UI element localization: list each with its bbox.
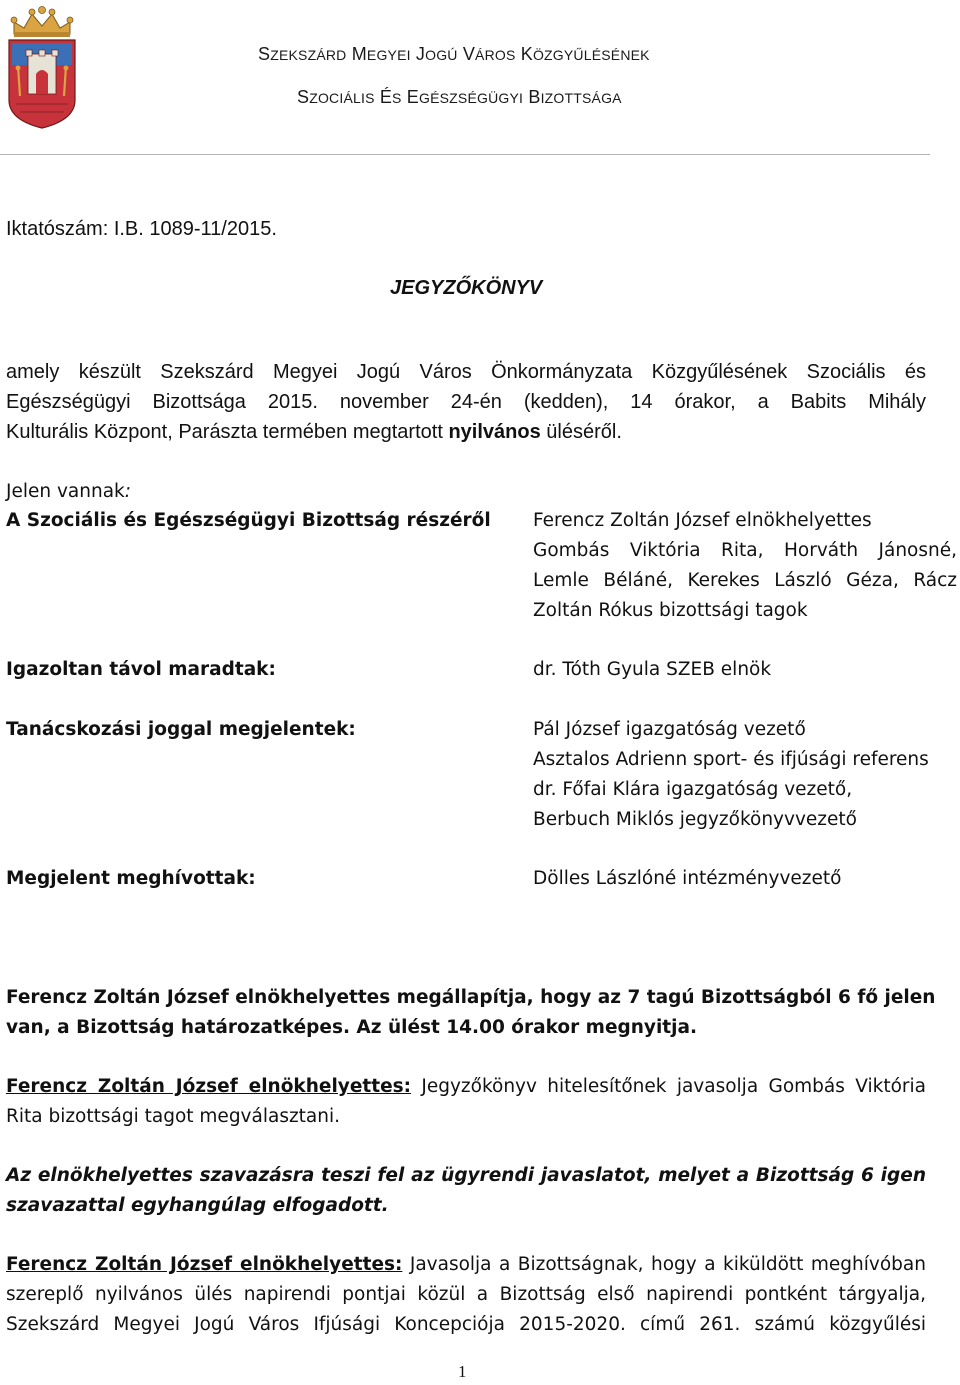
advisory-line: dr. Főfai Klára igazgatóság vezető, bbox=[533, 779, 853, 800]
proposal-paragraph bbox=[6, 1072, 926, 1132]
proposal-line: szereplő nyilvános ülés napirendi pontjai közül a Bizottság első napirendi pontként tárgyalja, bbox=[6, 1284, 926, 1305]
advisory-line: Pál József igazgatóság vezető bbox=[533, 719, 806, 740]
attendance-heading bbox=[6, 477, 131, 507]
proposal-line: Szekszárd Megyei Jogú Város Ifjúsági Koncepciója 2015-2020. című 261. számú közgyűlési bbox=[6, 1314, 926, 1335]
session-type: nyilvános bbox=[448, 421, 541, 443]
quorum-line: van, a Bizottság határozatképes. Az ülést 14.00 órakor megnyitja. bbox=[6, 1017, 697, 1038]
speaker-name: Ferencz Zoltán József elnökhelyettes: bbox=[6, 1076, 412, 1097]
council-name: SZEKSZÁRD MEGYEI JOGÚ VÁROS KÖZGYŰLÉSÉNEK bbox=[258, 44, 650, 64]
proposal-line bbox=[6, 1072, 926, 1102]
intro-line: amely készült Szekszárd Megyei Jogú Város Önkormányzata Közgyűlésének Szociális és bbox=[6, 361, 926, 383]
agenda-proposal-paragraph bbox=[6, 1250, 926, 1340]
city-coat-of-arms-icon bbox=[6, 4, 78, 130]
invited-label: Megjelent meghívottak: bbox=[6, 868, 256, 889]
absent-value: dr. Tóth Gyula SZEB elnök bbox=[533, 659, 772, 680]
quorum-line: Ferencz Zoltán József elnökhelyettes megállapítja, hogy az 7 tagú Bizottságból 6 fő jelen bbox=[6, 987, 936, 1008]
intro-text: üléséről. bbox=[540, 421, 622, 443]
header-divider bbox=[0, 154, 930, 155]
intro-paragraph bbox=[6, 357, 926, 447]
member-line: Lemle Béláné, Kerekes László Géza, Rácz bbox=[533, 570, 957, 591]
advisory-line: Berbuch Miklós jegyzőkönyvvezető bbox=[533, 809, 857, 830]
intro-line bbox=[6, 417, 926, 447]
invited-value: Dölles Lászlóné intézményvezető bbox=[533, 868, 842, 889]
page-number: 1 bbox=[458, 1362, 467, 1381]
member-line: Zoltán Rókus bizottsági tagok bbox=[533, 600, 808, 621]
proposal-text: Jegyzőkönyv hitelesítőnek javasolja Gombás Viktória bbox=[411, 1076, 926, 1097]
document-title: JEGYZŐKÖNYV bbox=[390, 277, 543, 299]
proposal-text: Javasolja a Bizottságnak, hogy a kiküldött meghívóban bbox=[402, 1254, 926, 1275]
advisory-label: Tanácskozási joggal megjelentek: bbox=[6, 719, 356, 740]
vote-result-paragraph bbox=[6, 1161, 926, 1221]
speaker-name: Ferencz Zoltán József elnökhelyettes: bbox=[6, 1254, 403, 1275]
registry-number: Iktatószám: I.B. 1089-11/2015. bbox=[6, 218, 277, 240]
intro-line: Egészségügyi Bizottsága 2015. november 24-én (kedden), 14 órakor, a Babits Mihály bbox=[6, 391, 926, 413]
advisory-members bbox=[533, 715, 929, 835]
committee-name: SZOCIÁLIS ÉS EGÉSZSÉGÜGYI BIZOTTSÁGA bbox=[297, 87, 622, 107]
committee-label: A Szociális és Egészségügyi Bizottság részéről bbox=[6, 510, 491, 531]
member-line: Ferencz Zoltán József elnökhelyettes bbox=[533, 510, 872, 531]
member-line: Gombás Viktória Rita, Horváth Jánosné, bbox=[533, 540, 957, 561]
proposal-line: Rita bizottsági tagot megválasztani. bbox=[6, 1106, 341, 1127]
attendance-heading-colon: : bbox=[124, 481, 131, 502]
attendance-heading-text: Jelen vannak bbox=[6, 481, 125, 502]
crown-icon bbox=[11, 7, 73, 38]
advisory-line: Asztalos Adrienn sport- és ifjúsági referens bbox=[533, 749, 929, 770]
vote-line: szavazattal egyhangúlag elfogadott. bbox=[6, 1195, 389, 1216]
intro-text: Kulturális Központ, Parászta termében megtartott bbox=[6, 421, 449, 443]
proposal-line bbox=[6, 1250, 926, 1280]
committee-members bbox=[533, 506, 957, 626]
vote-line: Az elnökhelyettes szavazásra teszi fel az ügyrendi javaslatot, melyet a Bizottság 6 igen bbox=[6, 1165, 926, 1186]
absent-label: Igazoltan távol maradtak: bbox=[6, 659, 276, 680]
quorum-paragraph bbox=[6, 983, 936, 1043]
